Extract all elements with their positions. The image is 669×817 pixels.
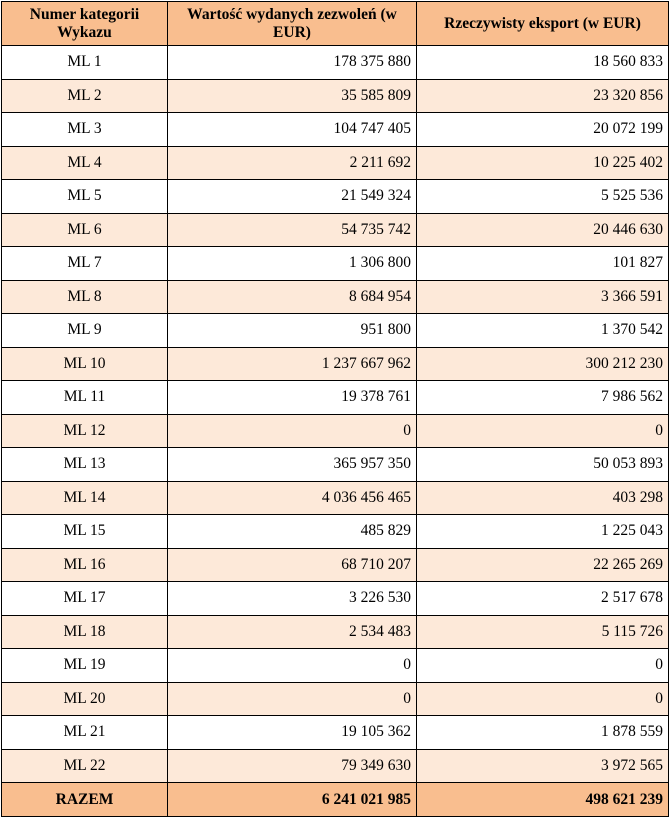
- table-row: [2, 213, 669, 247]
- cell-actual-exports: 5 115 726: [417, 615, 669, 649]
- cell-license-value: 0: [168, 682, 417, 716]
- cell-category: ML 7: [2, 247, 168, 281]
- cell-license-value: 19 378 761: [168, 381, 417, 415]
- cell-actual-exports: 101 827: [417, 247, 669, 281]
- cell-actual-exports: 0: [417, 414, 669, 448]
- cell-actual-exports: 2 517 678: [417, 582, 669, 616]
- table-row: [2, 280, 669, 314]
- cell-actual-exports: 5 525 536: [417, 180, 669, 214]
- total-label: RAZEM: [2, 783, 168, 817]
- cell-category: ML 8: [2, 280, 168, 314]
- table-row: [2, 46, 669, 80]
- cell-actual-exports: 20 072 199: [417, 113, 669, 147]
- header-category: Numer kategorii Wykazu: [2, 2, 168, 46]
- cell-actual-exports: 20 446 630: [417, 213, 669, 247]
- cell-license-value: 0: [168, 414, 417, 448]
- header-row: [2, 2, 669, 46]
- cell-actual-exports: 18 560 833: [417, 46, 669, 80]
- table-row: [2, 381, 669, 415]
- cell-category: ML 2: [2, 79, 168, 113]
- total-row: [2, 783, 669, 817]
- cell-category: ML 18: [2, 615, 168, 649]
- cell-actual-exports: 7 986 562: [417, 381, 669, 415]
- total-actual-exports: 498 621 239: [417, 783, 669, 817]
- table-row: [2, 582, 669, 616]
- cell-license-value: 0: [168, 649, 417, 683]
- table-row: [2, 548, 669, 582]
- table-row: [2, 448, 669, 482]
- cell-actual-exports: 3 366 591: [417, 280, 669, 314]
- cell-actual-exports: 1 225 043: [417, 515, 669, 549]
- cell-category: ML 1: [2, 46, 168, 80]
- table-row: [2, 347, 669, 381]
- table-footer: [2, 783, 669, 817]
- cell-license-value: 1 306 800: [168, 247, 417, 281]
- cell-actual-exports: 1 878 559: [417, 716, 669, 750]
- table-row: [2, 146, 669, 180]
- cell-category: ML 20: [2, 682, 168, 716]
- table-row: [2, 247, 669, 281]
- table-row: [2, 749, 669, 783]
- cell-license-value: 2 211 692: [168, 146, 417, 180]
- cell-license-value: 54 735 742: [168, 213, 417, 247]
- table-row: [2, 79, 669, 113]
- export-licenses-table: [1, 1, 669, 817]
- cell-category: ML 3: [2, 113, 168, 147]
- cell-category: ML 6: [2, 213, 168, 247]
- table-row: [2, 180, 669, 214]
- table-row: [2, 113, 669, 147]
- cell-actual-exports: 22 265 269: [417, 548, 669, 582]
- total-license-value: 6 241 021 985: [168, 783, 417, 817]
- cell-actual-exports: 300 212 230: [417, 347, 669, 381]
- table-body: [2, 46, 669, 783]
- cell-category: ML 4: [2, 146, 168, 180]
- cell-category: ML 9: [2, 314, 168, 348]
- table-row: [2, 481, 669, 515]
- cell-actual-exports: 0: [417, 682, 669, 716]
- cell-license-value: 68 710 207: [168, 548, 417, 582]
- table-row: [2, 615, 669, 649]
- cell-license-value: 8 684 954: [168, 280, 417, 314]
- cell-actual-exports: 403 298: [417, 481, 669, 515]
- cell-actual-exports: 23 320 856: [417, 79, 669, 113]
- cell-category: ML 21: [2, 716, 168, 750]
- table-row: [2, 649, 669, 683]
- table-row: [2, 314, 669, 348]
- cell-license-value: 35 585 809: [168, 79, 417, 113]
- cell-category: ML 16: [2, 548, 168, 582]
- cell-license-value: 1 237 667 962: [168, 347, 417, 381]
- cell-category: ML 12: [2, 414, 168, 448]
- cell-license-value: 178 375 880: [168, 46, 417, 80]
- cell-actual-exports: 50 053 893: [417, 448, 669, 482]
- cell-license-value: 3 226 530: [168, 582, 417, 616]
- cell-category: ML 14: [2, 481, 168, 515]
- cell-actual-exports: 10 225 402: [417, 146, 669, 180]
- cell-category: ML 13: [2, 448, 168, 482]
- cell-category: ML 5: [2, 180, 168, 214]
- cell-actual-exports: 0: [417, 649, 669, 683]
- cell-license-value: 951 800: [168, 314, 417, 348]
- cell-category: ML 19: [2, 649, 168, 683]
- cell-license-value: 4 036 456 465: [168, 481, 417, 515]
- cell-category: ML 11: [2, 381, 168, 415]
- cell-actual-exports: 3 972 565: [417, 749, 669, 783]
- cell-category: ML 15: [2, 515, 168, 549]
- cell-license-value: 2 534 483: [168, 615, 417, 649]
- header-license-value: Wartość wydanych zezwoleń (w EUR): [168, 2, 417, 46]
- cell-license-value: 485 829: [168, 515, 417, 549]
- table-row: [2, 716, 669, 750]
- cell-actual-exports: 1 370 542: [417, 314, 669, 348]
- cell-license-value: 21 549 324: [168, 180, 417, 214]
- cell-license-value: 365 957 350: [168, 448, 417, 482]
- header-actual-exports: Rzeczywisty eksport (w EUR): [417, 2, 669, 46]
- cell-license-value: 79 349 630: [168, 749, 417, 783]
- table-row: [2, 515, 669, 549]
- cell-license-value: 19 105 362: [168, 716, 417, 750]
- table-header: [2, 2, 669, 46]
- cell-category: ML 10: [2, 347, 168, 381]
- table-row: [2, 414, 669, 448]
- cell-category: ML 22: [2, 749, 168, 783]
- table-row: [2, 682, 669, 716]
- cell-license-value: 104 747 405: [168, 113, 417, 147]
- cell-category: ML 17: [2, 582, 168, 616]
